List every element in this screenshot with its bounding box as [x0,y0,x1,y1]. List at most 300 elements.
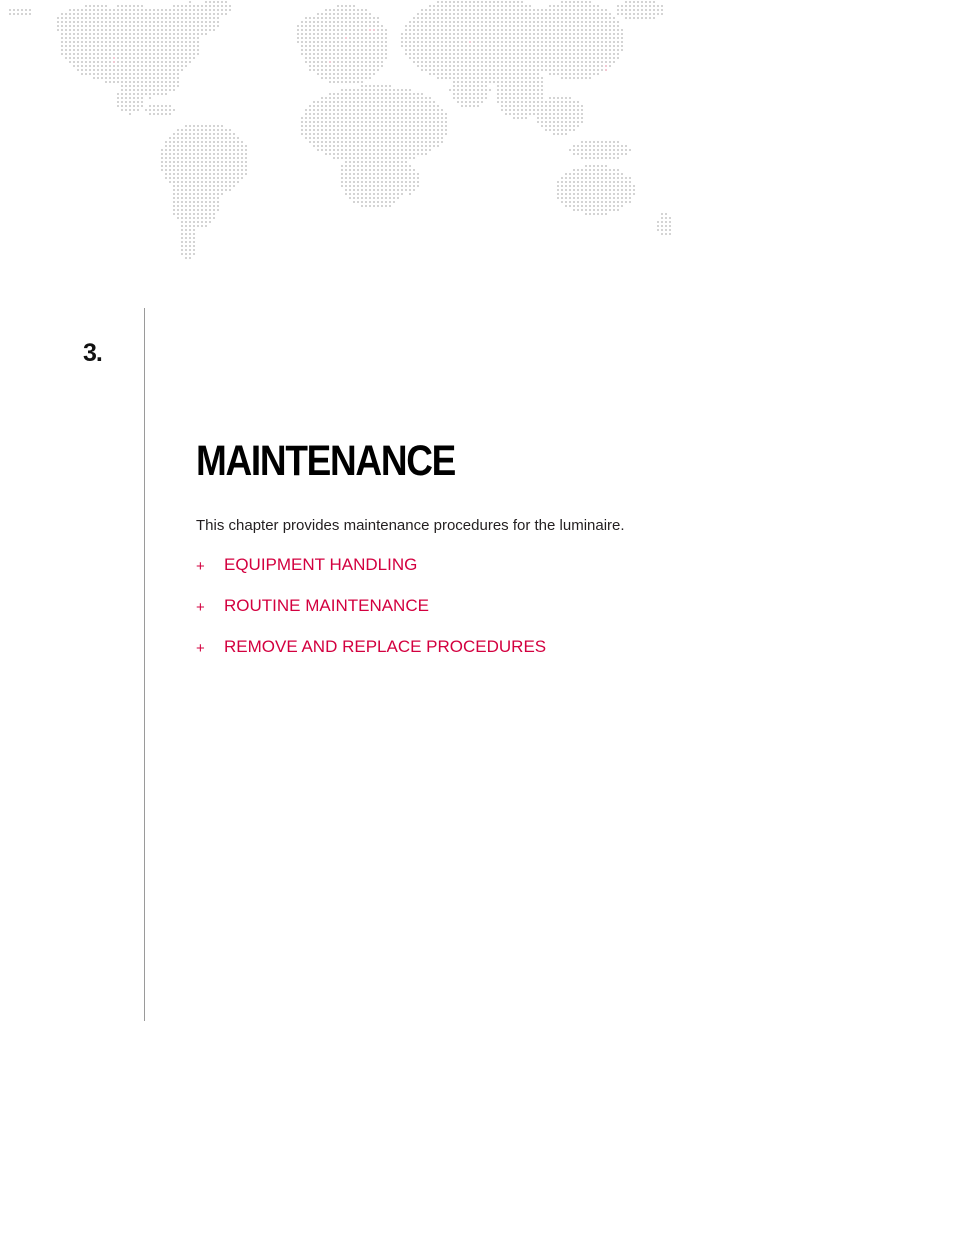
map-dot [169,149,171,151]
map-dot [621,49,623,51]
map-dot [125,49,127,51]
map-dot [361,205,363,207]
map-dot [173,69,175,71]
map-dot [341,21,343,23]
map-dot [353,157,355,159]
map-dot [373,41,375,43]
map-dot [553,57,555,59]
map-dot [185,229,187,231]
map-dot [85,21,87,23]
map-dot [369,177,371,179]
map-dot [317,49,319,51]
map-dot [577,1,579,3]
map-dot [473,57,475,59]
map-dot [441,77,443,79]
map-dot [553,41,555,43]
map-dot [569,117,571,119]
map-dot [97,29,99,31]
map-dot [81,53,83,55]
map-dot [181,209,183,211]
map-dot [437,61,439,63]
map-dot [181,205,183,207]
map-dot [493,69,495,71]
map-dot [157,9,159,11]
map-dot [113,25,115,27]
map-dot [353,149,355,151]
map-dot [617,9,619,11]
map-dot [349,45,351,47]
map-dot [353,173,355,175]
map-dot [609,41,611,43]
map-dot [181,221,183,223]
toc-link-remove-and-replace-procedures[interactable]: REMOVE AND REPLACE PROCEDURES [224,637,547,656]
map-dot [585,193,587,195]
map-dot [201,21,203,23]
map-dot [133,5,135,7]
map-dot [557,9,559,11]
map-dot [433,113,435,115]
map-dot [465,93,467,95]
map-dot [473,29,475,31]
map-dot [549,29,551,31]
map-dot [365,205,367,207]
map-dot [85,41,87,43]
map-dot [601,181,603,183]
map-dot [153,81,155,83]
map-dot [361,189,363,191]
map-dot [429,129,431,131]
map-dot [665,221,667,223]
map-dot [201,193,203,195]
map-dot [549,41,551,43]
map-dot [505,113,507,115]
map-dot [357,77,359,79]
map-dot [181,29,183,31]
map-dot [437,141,439,143]
map-dot [549,25,551,27]
map-dot [341,105,343,107]
map-dot [429,145,431,147]
map-dot [469,45,471,47]
map-dot [417,137,419,139]
map-dot [129,109,131,111]
map-dot [529,37,531,39]
map-dot [561,121,563,123]
map-dot [113,65,115,67]
map-dot [377,97,379,99]
map-dot [161,169,163,171]
map-dot [561,21,563,23]
map-dot [489,49,491,51]
map-dot [573,65,575,67]
map-dot [197,149,199,151]
map-dot [305,45,307,47]
map-dot [549,21,551,23]
map-dot [381,37,383,39]
map-dot [125,57,127,59]
map-dot [421,97,423,99]
map-dot [557,97,559,99]
map-dot [373,33,375,35]
map-dot [537,101,539,103]
map-dot [549,105,551,107]
map-dot [193,45,195,47]
map-dot [373,153,375,155]
map-dot [441,61,443,63]
map-dot [373,161,375,163]
map-dot [477,45,479,47]
map-dot [141,81,143,83]
map-dot [133,21,135,23]
map-dot [137,101,139,103]
map-dot [433,41,435,43]
map-dot [549,9,551,11]
map-dot [197,133,199,135]
map-dot [401,121,403,123]
map-dot [353,49,355,51]
map-dot [157,89,159,91]
map-dot [389,89,391,91]
map-dot [445,45,447,47]
map-dot [453,21,455,23]
map-dot [345,77,347,79]
map-dot [397,105,399,107]
map-dot [601,177,603,179]
map-dot [341,37,343,39]
map-dot [461,73,463,75]
map-dot [445,53,447,55]
map-dot [61,13,63,15]
map-dot [481,17,483,19]
map-dot [497,37,499,39]
map-dot [625,189,627,191]
map-dot [201,197,203,199]
map-dot [561,49,563,51]
map-dot [369,65,371,67]
map-dot [461,5,463,7]
map-dot [417,141,419,143]
map-dot [505,101,507,103]
map-dot [17,9,19,11]
map-dot [437,121,439,123]
map-dot [653,1,655,3]
map-dot [421,21,423,23]
map-dot [561,1,563,3]
map-dot [557,17,559,19]
map-dot [501,65,503,67]
map-dot [69,49,71,51]
map-dot [505,17,507,19]
map-dot [409,21,411,23]
map-dot [317,17,319,19]
map-dot [185,65,187,67]
map-dot [317,133,319,135]
map-dot [493,41,495,43]
map-dot [333,25,335,27]
map-dot [597,53,599,55]
map-dot [525,105,527,107]
map-dot [169,21,171,23]
map-dot [133,69,135,71]
map-dot [405,89,407,91]
map-dot [349,9,351,11]
map-dot [557,61,559,63]
map-dot [85,49,87,51]
map-dot [501,93,503,95]
map-dot [301,133,303,135]
map-dot [213,13,215,15]
map-dot [501,33,503,35]
map-dot [469,41,471,43]
map-dot [457,49,459,51]
map-dot [505,61,507,63]
map-dot [621,177,623,179]
map-dot [469,69,471,71]
map-dot [629,1,631,3]
map-dot [541,69,543,71]
map-dot [433,17,435,19]
map-dot [533,53,535,55]
map-dot [581,189,583,191]
map-dot [585,185,587,187]
map-dot [137,45,139,47]
map-dot [613,45,615,47]
map-dot [185,257,187,259]
map-dot [377,181,379,183]
map-dot [217,17,219,19]
map-dot [217,197,219,199]
map-dot [121,17,123,19]
map-dot [453,61,455,63]
map-dot [505,25,507,27]
map-dot [333,109,335,111]
map-dot [405,105,407,107]
map-dot [193,149,195,151]
map-dot [245,157,247,159]
map-dot [145,45,147,47]
map-dot [205,129,207,131]
map-dot [581,5,583,7]
map-dot [89,17,91,19]
map-dot [353,13,355,15]
map-dot [541,21,543,23]
map-dot [225,5,227,7]
map-dot [329,113,331,115]
map-dot [313,25,315,27]
map-dot [353,29,355,31]
map-dot [521,9,523,11]
map-dot [521,85,523,87]
map-dot [177,209,179,211]
map-dot [209,9,211,11]
map-dot [393,165,395,167]
map-dot [389,101,391,103]
map-dot [321,77,323,79]
map-dot [137,73,139,75]
map-dot [181,149,183,151]
map-dot [353,93,355,95]
map-dot [461,61,463,63]
map-dot [477,89,479,91]
toc-link-equipment-handling[interactable]: EQUIPMENT HANDLING [224,555,418,574]
map-dot [373,97,375,99]
map-dot [665,229,667,231]
map-dot [537,29,539,31]
map-dot [413,153,415,155]
map-dot [133,45,135,47]
map-dot [481,65,483,67]
map-dot [381,201,383,203]
map-dot [361,57,363,59]
map-dot [413,41,415,43]
map-dot [561,101,563,103]
map-dot [489,37,491,39]
map-dot [585,17,587,19]
map-dot [209,173,211,175]
map-dot [177,201,179,203]
map-dot [113,9,115,11]
map-dot [469,1,471,3]
map-dot [425,129,427,131]
map-dot [413,141,415,143]
map-dot [213,217,215,219]
map-dot [349,157,351,159]
map-dot [517,29,519,31]
map-dot [345,89,347,91]
map-dot [501,61,503,63]
map-dot [445,57,447,59]
map-dot [205,189,207,191]
map-dot [177,165,179,167]
map-dot [113,61,115,63]
map-dot [429,137,431,139]
map-dot [177,41,179,43]
map-dot [529,65,531,67]
map-dot [601,21,603,23]
map-dot [381,169,383,171]
map-dot [589,33,591,35]
map-dot [513,69,515,71]
map-dot [365,33,367,35]
map-dot [97,9,99,11]
map-dot [521,41,523,43]
map-dot [133,17,135,19]
map-dot [161,149,163,151]
map-dot [445,37,447,39]
map-dot [605,41,607,43]
map-dot [561,129,563,131]
map-dot [413,137,415,139]
map-dot [345,37,347,39]
map-dot [361,49,363,51]
map-dot [65,57,67,59]
map-dot [105,21,107,23]
map-dot [449,65,451,67]
map-dot [197,193,199,195]
map-dot [437,21,439,23]
map-dot [365,181,367,183]
map-dot [605,13,607,15]
map-dot [413,105,415,107]
map-dot [405,53,407,55]
map-dot [421,29,423,31]
map-dot [625,181,627,183]
map-dot [405,173,407,175]
map-dot [357,25,359,27]
map-dot [589,73,591,75]
map-dot [389,185,391,187]
map-dot [373,29,375,31]
map-dot [333,129,335,131]
map-dot [597,173,599,175]
map-dot [525,69,527,71]
map-dot [489,33,491,35]
map-dot [89,45,91,47]
map-dot [357,145,359,147]
map-dot [577,181,579,183]
map-dot [101,9,103,11]
map-dot [593,165,595,167]
map-dot [541,37,543,39]
map-dot [573,145,575,147]
map-dot [365,17,367,19]
map-dot [97,25,99,27]
map-dot [557,25,559,27]
map-dot [405,121,407,123]
map-dot [557,121,559,123]
map-dot [605,61,607,63]
map-dot [473,49,475,51]
map-dot [457,41,459,43]
map-dot [333,17,335,19]
map-dot [501,77,503,79]
map-dot [369,185,371,187]
map-dot [317,125,319,127]
map-dot [89,9,91,11]
map-dot [517,57,519,59]
map-dot [157,21,159,23]
map-dot [165,161,167,163]
map-dot [345,149,347,151]
map-dot [377,29,379,31]
map-dot [189,193,191,195]
map-dot [413,37,415,39]
map-dot [333,137,335,139]
map-dot [209,205,211,207]
map-dot [173,189,175,191]
map-dot [181,141,183,143]
map-dot [389,113,391,115]
map-dot [469,89,471,91]
map-dot [193,221,195,223]
map-dot [349,65,351,67]
map-dot [205,173,207,175]
map-dot [197,17,199,19]
map-dot [405,181,407,183]
map-dot [201,153,203,155]
map-dot [321,97,323,99]
map-dot [205,209,207,211]
map-dot [541,93,543,95]
map-dot [313,141,315,143]
map-dot [421,149,423,151]
map-dot [381,205,383,207]
map-dot [201,217,203,219]
map-dot [433,37,435,39]
map-dot [517,37,519,39]
toc-link-routine-maintenance[interactable]: ROUTINE MAINTENANCE [224,596,429,615]
map-dot [397,169,399,171]
